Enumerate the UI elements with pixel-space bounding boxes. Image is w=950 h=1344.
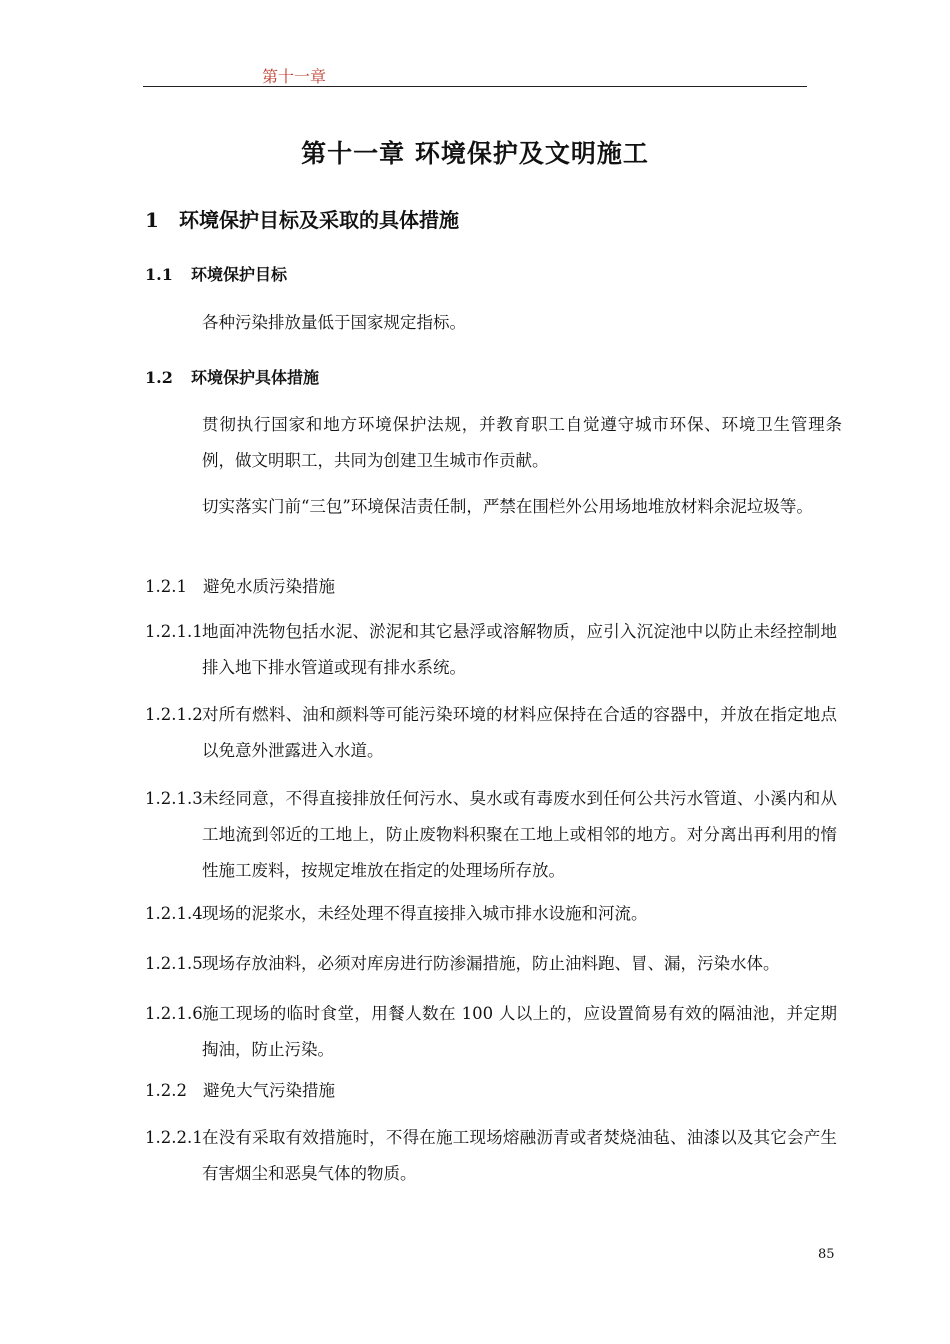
running-header: 第十一章 xyxy=(262,67,327,86)
list-item xyxy=(145,946,837,982)
paragraph: 贯彻执行国家和地方环境保护法规，并教育职工自觉遵守城市环保、环境卫生管理条例，做文明职工，共同为创建卫生城市作贡献。 xyxy=(202,415,842,470)
section-number: 1.2.2 xyxy=(145,1081,187,1100)
section-title: 环境保护目标 xyxy=(191,265,288,284)
paragraph: 切实落实门前“三包”环境保洁责任制，严禁在围栏外公用场地堆放材料余泥垃圾等。 xyxy=(202,497,813,516)
section-heading-1-2-2 xyxy=(145,1077,335,1101)
page-number: 85 xyxy=(818,1247,835,1262)
section-title: 避免大气污染措施 xyxy=(203,1081,335,1100)
item-text: 现场的泥浆水，未经处理不得直接排入城市排水设施和河流。 xyxy=(202,904,648,923)
item-number: 1.2.1.5 xyxy=(145,954,203,973)
section-title: 环境保护目标及采取的具体措施 xyxy=(179,208,459,232)
section-heading-1-1 xyxy=(145,262,287,285)
list-item xyxy=(145,697,837,769)
list-item xyxy=(145,896,837,932)
list-item xyxy=(145,1120,837,1192)
item-number: 1.2.1.3 xyxy=(145,789,203,808)
item-number: 1.2.2.1 xyxy=(145,1128,203,1147)
chapter-title: 第十一章 环境保护及文明施工 xyxy=(301,139,649,168)
item-text: 对所有燃料、油和颜料等可能污染环境的材料应保持在合适的容器中，并放在指定地点以免意外泄露进入水道。 xyxy=(202,705,837,760)
section-number: 1 xyxy=(145,208,159,232)
section-heading-1 xyxy=(145,204,459,233)
item-text: 现场存放油料，必须对库房进行防渗漏措施，防止油料跑、冒、漏，污染水体。 xyxy=(202,954,780,973)
item-text: 地面冲洗物包括水泥、淤泥和其它悬浮或溶解物质，应引入沉淀池中以防止未经控制地排入地下排水管道或现有排水系统。 xyxy=(202,622,837,677)
list-item xyxy=(145,781,837,889)
item-text: 施工现场的临时食堂，用餐人数在 100 人以上的，应设置简易有效的隔油池，并定期掏油，防止污染。 xyxy=(202,1004,837,1059)
section-number: 1.2.1 xyxy=(145,577,187,596)
section-title: 避免水质污染措施 xyxy=(203,577,335,596)
list-item xyxy=(145,614,837,686)
section-title: 环境保护具体措施 xyxy=(191,368,320,387)
item-text: 未经同意，不得直接排放任何污水、臭水或有毒废水到任何公共污水管道、小溪内和从工地流到邻近的工地上，防止废物料积聚在工地上或相邻的地方。对分离出再利用的惰性施工废料，按规定堆放在指定的处理场所存放。 xyxy=(202,789,837,880)
section-heading-1-2-1 xyxy=(145,573,335,597)
item-number: 1.2.1.2 xyxy=(145,705,203,724)
item-number: 1.2.1.1 xyxy=(145,622,203,641)
item-number: 1.2.1.4 xyxy=(145,904,203,923)
section-number: 1.1 xyxy=(145,265,173,284)
section-number: 1.2 xyxy=(145,368,173,387)
header-rule xyxy=(143,86,807,87)
item-text: 在没有采取有效措施时，不得在施工现场熔融沥青或者焚烧油毡、油漆以及其它会产生有害烟尘和恶臭气体的物质。 xyxy=(202,1128,837,1183)
item-number: 1.2.1.6 xyxy=(145,1004,203,1023)
paragraph: 各种污染排放量低于国家规定指标。 xyxy=(202,313,466,332)
section-heading-1-2 xyxy=(145,365,319,388)
list-item xyxy=(145,996,837,1068)
